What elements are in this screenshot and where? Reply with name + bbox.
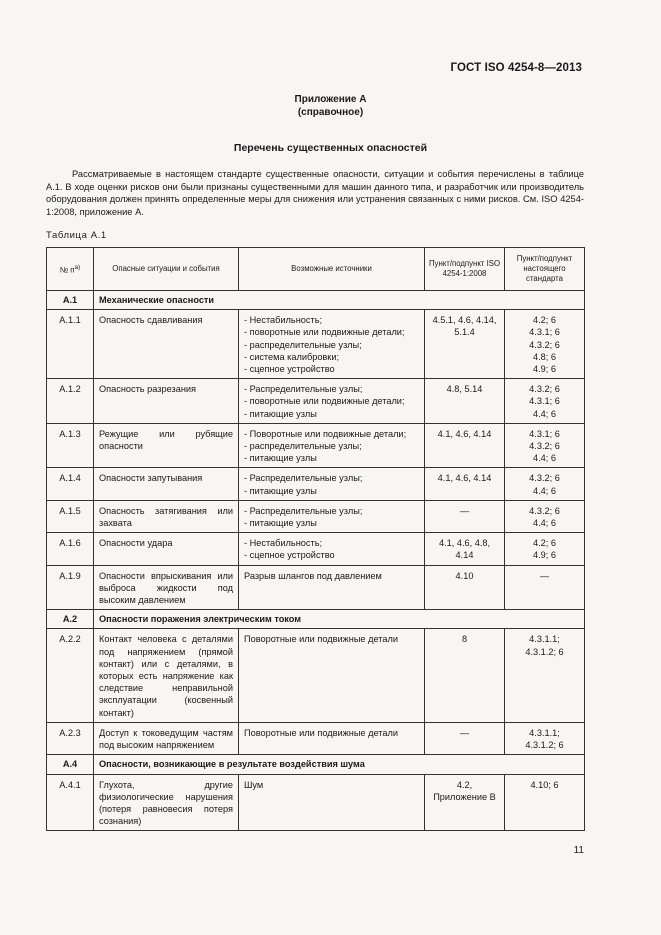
- col-header-sources: Возможные источники: [239, 248, 425, 291]
- row-situation: Режущие или рубящие опасности: [94, 423, 239, 468]
- clause-ref: 4.4; 6: [533, 485, 556, 496]
- clause-ref: 4.3.1.1;: [529, 727, 560, 738]
- appendix-heading: [0, 93, 661, 119]
- table-group-row: [47, 755, 585, 774]
- clause-ref: 4.3.2; 6: [529, 441, 560, 452]
- source-item: - Распределительные узлы;: [244, 505, 363, 516]
- row-situation: Опасности впрыскивания или выброса жидкости под высоким давлением: [94, 565, 239, 610]
- source-item: - распределительные узлы;: [244, 339, 362, 350]
- row-id: А.2.2: [47, 629, 94, 722]
- source-item: - Нестабильность;: [244, 315, 323, 326]
- table-row: [47, 565, 585, 610]
- clause-ref: 4.9; 6: [533, 550, 556, 561]
- table-row: [47, 379, 585, 424]
- clause-ref: 4.9; 6: [533, 364, 556, 375]
- col-header-this-clause: Пункт/подпункт настоящего стандарта: [505, 248, 585, 291]
- row-situation: Доступ к токоведущим частям под высоким напряжением: [94, 722, 239, 754]
- row-this-clause: [505, 774, 585, 831]
- row-id: А.1.4: [47, 468, 94, 500]
- row-this-clause: [505, 423, 585, 468]
- standard-designation: ГОСТ ISO 4254-8—2013: [450, 62, 582, 74]
- appendix-subtitle: (справочное): [297, 107, 364, 118]
- clause-ref: 4.4; 6: [533, 453, 556, 464]
- row-situation: Контакт человека с деталями под напряжением (прямой контакт) или с деталями, в которых есть напряжение как следствие неправильной эксплуатации (косвенный контакт): [94, 629, 239, 722]
- row-id: А.1.2: [47, 379, 94, 424]
- intro-paragraph: Рассматриваемые в настоящем стандарте существенные опасности, ситуации и события перечислены в таблице А.1. В ходе оценки рисков они были признаны существенными для машин данного типа, и разработчик или производитель оборудования должен принять определенные меры для снижения или устранения связанных с ними рисков. См. ISO 4254-1:2008, приложение А.: [46, 169, 584, 218]
- clause-ref: 4.2; 6: [533, 315, 556, 326]
- row-iso-clause: 4.10: [425, 565, 505, 610]
- row-sources: [239, 722, 425, 754]
- clause-ref: 4.10; 6: [530, 779, 559, 790]
- row-iso-clause: —: [425, 500, 505, 532]
- row-this-clause: [505, 533, 585, 565]
- row-situation: Опасности удара: [94, 533, 239, 565]
- source-item: Поворотные или подвижные детали: [244, 634, 398, 645]
- col-header-situation: Опасные ситуации и события: [94, 248, 239, 291]
- clause-ref: 4.4; 6: [533, 408, 556, 419]
- source-item: - Распределительные узлы;: [244, 473, 363, 484]
- source-item: - система калибровки;: [244, 351, 340, 362]
- group-title: Опасности, возникающие в результате воздействия шума: [94, 755, 585, 774]
- table-row: [47, 629, 585, 722]
- row-iso-clause: 4.1, 4.6, 4.14: [425, 423, 505, 468]
- row-sources: [239, 310, 425, 379]
- clause-ref: 4.3.1.1;: [529, 634, 560, 645]
- row-iso-clause: 4.2, Приложение В: [425, 774, 505, 831]
- clause-ref: 4.3.2; 6: [529, 384, 560, 395]
- row-iso-clause: 4.1, 4.6, 4.14: [425, 468, 505, 500]
- group-title: Механические опасности: [94, 291, 585, 310]
- row-this-clause: [505, 379, 585, 424]
- row-sources: [239, 565, 425, 610]
- clause-ref: 4.3.1.2; 6: [525, 740, 564, 751]
- source-item: - Поворотные или подвижные детали;: [244, 428, 407, 439]
- page-number: 11: [573, 845, 584, 856]
- table-row: [47, 500, 585, 532]
- source-item: Шум: [244, 779, 264, 790]
- clause-ref: 4.2; 6: [533, 538, 556, 549]
- row-id: А.2.3: [47, 722, 94, 754]
- row-id: А.4.1: [47, 774, 94, 831]
- source-item: - питающие узлы: [244, 408, 317, 419]
- table-group-row: [47, 610, 585, 629]
- row-sources: [239, 379, 425, 424]
- source-item: - поворотные или подвижные детали;: [244, 327, 405, 338]
- clause-ref: 4.3.2; 6: [529, 505, 560, 516]
- row-situation: Опасность сдавливания: [94, 310, 239, 379]
- row-id: А.1.5: [47, 500, 94, 532]
- source-item: - питающие узлы: [244, 485, 317, 496]
- group-title: Опасности поражения электрическим током: [94, 610, 585, 629]
- group-id: А.1: [47, 291, 94, 310]
- row-sources: [239, 774, 425, 831]
- source-item: - Распределительные узлы;: [244, 384, 363, 395]
- clause-ref: 4.8; 6: [533, 351, 556, 362]
- table-row: [47, 722, 585, 754]
- source-item: - Нестабильность;: [244, 538, 323, 549]
- source-item: Поворотные или подвижные детали: [244, 727, 398, 738]
- row-id: А.1.9: [47, 565, 94, 610]
- row-sources: [239, 423, 425, 468]
- row-sources: [239, 629, 425, 722]
- source-item: - питающие узлы: [244, 453, 317, 464]
- col-header-iso-clause: Пункт/подпункт ISO 4254-1:2008: [425, 248, 505, 291]
- row-this-clause: [505, 722, 585, 754]
- source-item: - сцепное устройство: [244, 550, 335, 561]
- row-sources: [239, 468, 425, 500]
- table-group-row: [47, 291, 585, 310]
- row-situation: Глухота, другие физиологические нарушения (потеря равновесия потеря сознания): [94, 774, 239, 831]
- row-this-clause: [505, 500, 585, 532]
- table-row: [47, 468, 585, 500]
- source-item: - питающие узлы: [244, 518, 317, 529]
- row-situation: Опасности запутывания: [94, 468, 239, 500]
- col-header-num: № $п^{а)}$: [47, 248, 94, 291]
- row-this-clause: [505, 310, 585, 379]
- source-item: Разрыв шлангов под давлением: [244, 570, 382, 581]
- clause-ref: 4.3.1; 6: [529, 428, 560, 439]
- source-item: - распределительные узлы;: [244, 441, 362, 452]
- section-title: Перечень существенных опасностей: [233, 142, 428, 154]
- appendix-title: Приложение А: [294, 94, 367, 105]
- clause-ref: —: [539, 570, 550, 581]
- hazards-table: [46, 247, 585, 831]
- row-this-clause: [505, 565, 585, 610]
- clause-ref: 4.3.2; 6: [529, 473, 560, 484]
- source-item: - сцепное устройство: [244, 364, 335, 375]
- clause-ref: 4.3.2; 6: [529, 339, 560, 350]
- row-sources: [239, 500, 425, 532]
- row-iso-clause: 8: [425, 629, 505, 722]
- clause-ref: 4.3.1.2; 6: [525, 646, 564, 657]
- row-id: А.1.3: [47, 423, 94, 468]
- row-this-clause: [505, 468, 585, 500]
- row-iso-clause: 4.5.1, 4.6, 4.14, 5.1.4: [425, 310, 505, 379]
- row-iso-clause: 4.1, 4.6, 4.8, 4.14: [425, 533, 505, 565]
- row-id: А.1.6: [47, 533, 94, 565]
- clause-ref: 4.4; 6: [533, 518, 556, 529]
- row-situation: Опасность затягивания или захвата: [94, 500, 239, 532]
- group-id: А.4: [47, 755, 94, 774]
- row-this-clause: [505, 629, 585, 722]
- row-iso-clause: —: [425, 722, 505, 754]
- row-iso-clause: 4.8, 5.14: [425, 379, 505, 424]
- table-row: [47, 774, 585, 831]
- table-row: [47, 310, 585, 379]
- table-body: [47, 291, 585, 831]
- table-caption: Таблица А.1: [46, 230, 107, 241]
- clause-ref: 4.3.1; 6: [529, 396, 560, 407]
- row-situation: Опасность разрезания: [94, 379, 239, 424]
- row-sources: [239, 533, 425, 565]
- group-id: А.2: [47, 610, 94, 629]
- table-header-row: [47, 248, 585, 291]
- source-item: - поворотные или подвижные детали;: [244, 396, 405, 407]
- clause-ref: 4.3.1; 6: [529, 327, 560, 338]
- table-row: [47, 533, 585, 565]
- row-id: А.1.1: [47, 310, 94, 379]
- table-row: [47, 423, 585, 468]
